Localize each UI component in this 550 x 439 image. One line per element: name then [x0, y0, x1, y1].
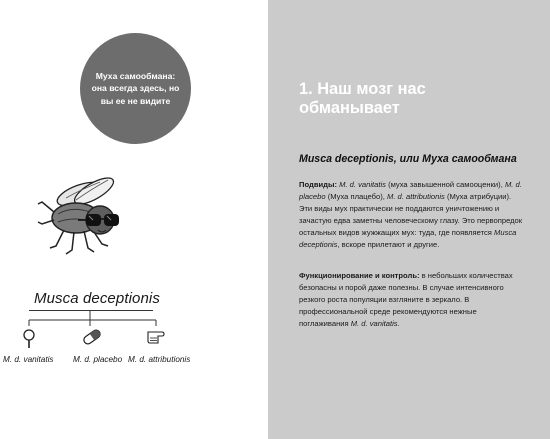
species-label: Musca deceptionis [34, 290, 160, 307]
paragraph-function: Функционирование и контроль: в небольших количествах безопасны и порой даже полезны. В случае интенсивного резкого роста популяции взгляните в зеркало. В профессиональной среде рекомендуются нежные поглаживания M. d. vanitatis. [299, 271, 513, 328]
section-subtitle: Musca deceptionis, или Муха самообмана [299, 153, 517, 165]
subspecies-label: M. d. attributionis [128, 355, 191, 364]
callout-circle [80, 33, 191, 144]
magnifier-icon [24, 330, 34, 348]
fly-illustration [28, 168, 138, 268]
paragraph-lead: Функционирование и контроль: [299, 271, 420, 280]
pill-icon [82, 329, 101, 346]
subspecies-label: M. d. vanitatis [3, 355, 54, 364]
left-page [0, 0, 268, 439]
paragraph-subspecies: Подвиды: M. d. vanitatis (муха завышенной самооценки), M. d. placebo (Муха плацебо), M. d. attributionis (Муха атрибуции). Эти виды мух практически не поддаются уничтожению и зачастую едва заметны человеческому глазу. Это первопредок остальных видов жужжащих мух: туда, где появляется Musca deceptionis, вскоре прилетают и другие. [299, 180, 523, 249]
species-underline [29, 310, 153, 311]
pointing-hand-icon [148, 332, 164, 343]
paragraph-lead: Подвиды: [299, 180, 337, 189]
chapter-title: 1. Наш мозг нас обманывает [299, 80, 426, 117]
subspecies-label: M. d. placebo [73, 355, 123, 364]
callout-text: Муха самообмана: она всегда здесь, но вы ее не видите [91, 70, 180, 106]
